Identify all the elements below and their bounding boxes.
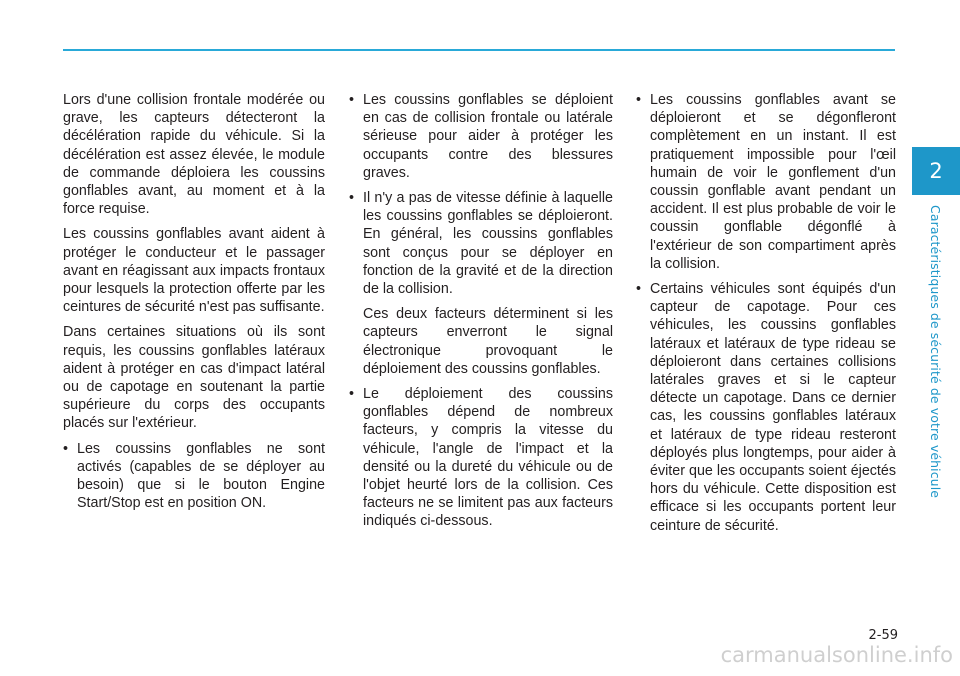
paragraph: Les coussins gonflables avant aident à protéger le conducteur et le passager avant en réagissant aux impacts frontaux pour lesquels la protection offerte par les ceintures de sécurité n'est pas suffisante. [63,226,325,316]
chapter-tab [912,147,960,195]
bullet-list [349,91,613,298]
text-column-3 [636,91,896,542]
chapter-number: 2 [929,159,943,183]
bullet-item: • Les coussins gonflables ne sont activés (capables de se déployer au besoin) que si le bouton Engine Start/Stop est en position ON. [63,440,325,513]
bullet-continuation: Ces deux facteurs déterminent si les capteurs enverront le signal électronique provoquant le déploiement des coussins gonflables. [363,306,613,377]
watermark: carmanualsonline.info [720,643,953,667]
chapter-title: Caractéristiques de sécurité de votre véhicule [928,205,943,499]
bullet-item: • Il n'y a pas de vitesse définie à laquelle les coussins gonflables se déploieront. En général, les coussins gonflables sont conçus pour se déployer en fonction de la gravité et de la direction de la collision. [349,189,613,298]
bullet-item: • Certains véhicules sont équipés d'un capteur de capotage. Pour ces véhicules, les coussins gonflables latéraux et latéraux de type rideau se déploieront dans certaines collisions latérales graves et si le capteur détecte un capotage. Dans ce dernier cas, les coussins gonflables latéraux et latéraux de type rideau resteront déployés plus longtemps, pour aider à éviter que les occupants soient éjectés hors du véhicule. Cette disposition est efficace si les occupants portent leur ceinture de sécurité. [636,280,896,535]
paragraph: Dans certaines situations où ils sont requis, les coussins gonflables latéraux aident à protéger en cas d'impact latéral ou de capotage en soutenant la partie supérieure du corps des occupants placés sur l'extérieur. [63,324,325,432]
bullet-list [636,91,896,535]
header-rule [63,49,895,51]
bullet-item: • Les coussins gonflables se déploient en cas de collision frontale ou latérale sérieuse pour aider à protéger les occupants contre des blessures graves. [349,91,613,182]
page-number: 2-59 [868,628,898,643]
bullet-item: • Les coussins gonflables avant se déploieront et se dégonfleront complètement en un instant. Il est pratiquement impossible pour l'œil humain de voir le gonflement d'un coussin gonflable avant pendant un accident. Il est plus probable de voir le coussin gonflable dégonflé à l'extérieur de son compartiment après la collision. [636,91,896,273]
text-column-2 [349,91,613,538]
bullet-list [63,440,325,513]
bullet-list [349,385,613,531]
paragraph: Lors d'une collision frontale modérée ou grave, les capteurs détecteront la décélération rapide du véhicule. Si la décélération est assez élevée, le module de commande déploiera les coussins gonflables avant, au moment et à la force requise. [63,92,325,218]
bullet-item: • Le déploiement des coussins gonflables dépend de nombreux facteurs, y compris la vitesse du véhicule, l'angle de l'impact et la densité ou la dureté du véhicule ou de l'objet heurté lors de la collision. Ces facteurs ne se limitent pas aux facteurs indiqués ci-dessous. [349,385,613,531]
text-column-1 [63,91,325,519]
